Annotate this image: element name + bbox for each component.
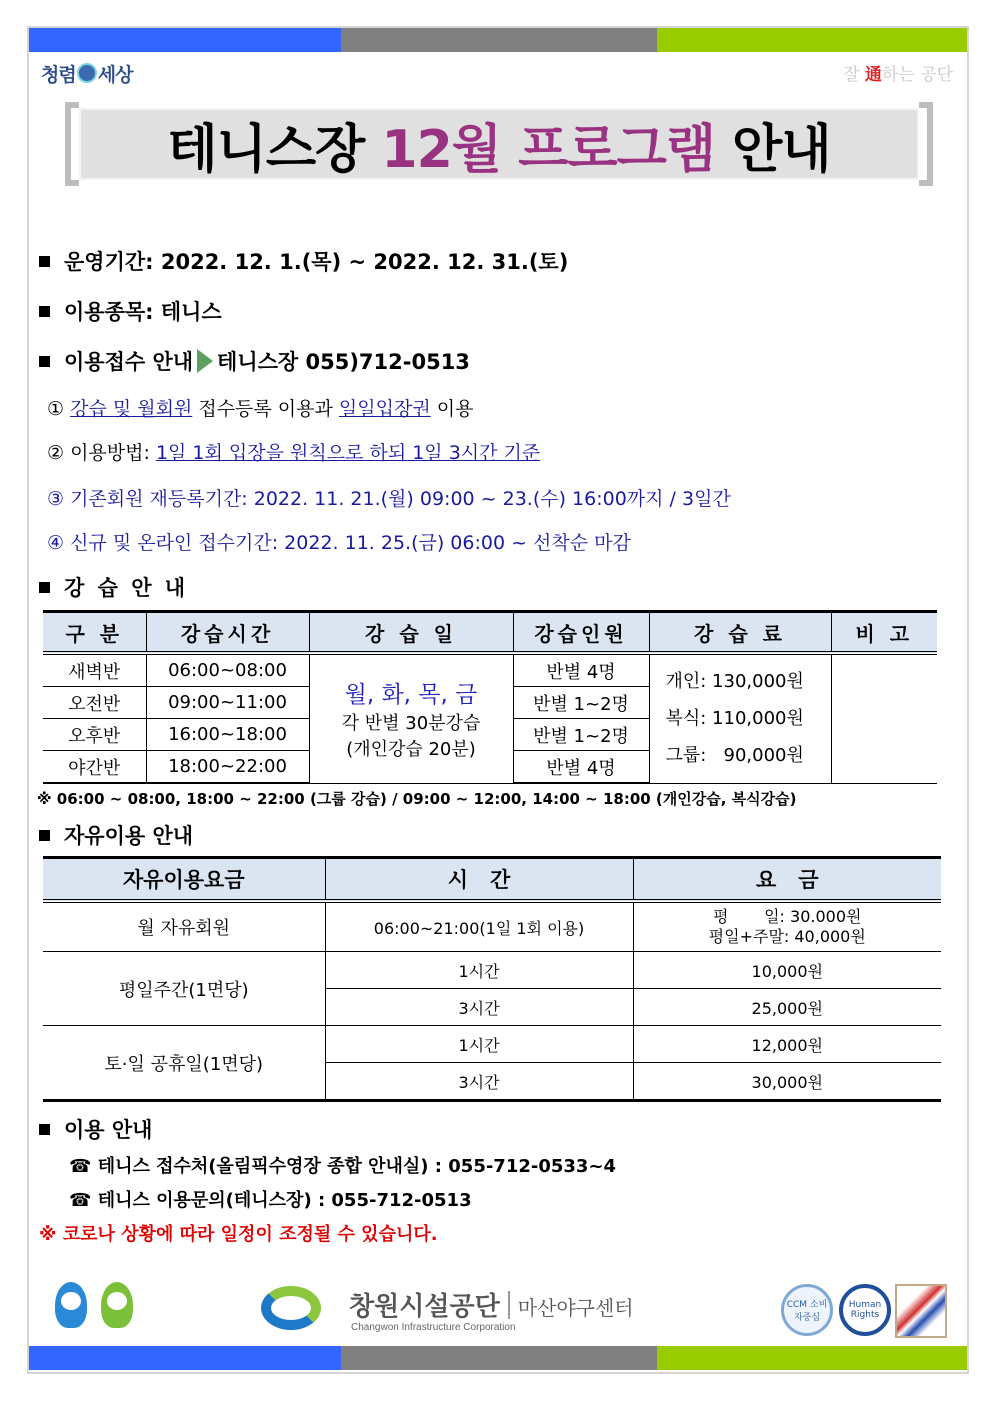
globe-icon <box>77 63 97 83</box>
col-class: 구 분 <box>43 612 146 654</box>
table-row: 3시간 30,000원 <box>43 1063 941 1101</box>
corp-name-en: Changwon Infrastructure Corporation <box>351 1322 516 1333</box>
slogan-logo: 잘 通하는 공단 <box>843 65 953 85</box>
free-use-heading: 자유이용 안내 <box>39 820 193 850</box>
title-banner <box>65 102 933 186</box>
square-bullet-icon <box>39 582 50 593</box>
lesson-table <box>43 610 937 784</box>
contact-inquiry: ☎ 테니스 이용문의(테니스장) : 055-712-0513 <box>69 1190 472 1211</box>
integrity-logo: 청렴 세상 <box>41 64 133 86</box>
square-bullet-icon <box>39 356 50 367</box>
info-item-3: ③ 기존회원 재등록기간: 2022. 11. 21.(월) 09:00 ~ 23.(수) 16:00까지 / 3일간 <box>47 488 731 510</box>
remark-cell <box>831 653 937 783</box>
free-use-table <box>43 856 941 1102</box>
square-bullet-icon <box>39 1124 50 1135</box>
col-free-price: 요 금 <box>633 858 941 902</box>
table-row: 새벽반 06:00~08:00 월, 화, 목, 금 각 반별 30분강습 (개인강습 20분) 반별 4명 개인: 130,000원 복식: 110,000원 그룹: 90,000원 <box>43 653 937 687</box>
operating-period: 운영기간: 2022. 12. 1.(목) ~ 2022. 12. 31.(토) <box>39 246 568 276</box>
table-row: 오후반 16:00~18:00 반별 1~2명 <box>43 719 937 751</box>
col-days: 강 습 일 <box>309 612 513 654</box>
reception-info: 이용접수 안내 테니스장 055)712-0513 <box>39 346 470 376</box>
square-bullet-icon <box>39 256 50 267</box>
notice-page <box>27 26 969 1374</box>
square-bullet-icon <box>39 830 50 841</box>
col-remark: 비 고 <box>831 612 937 654</box>
ccm-badge-icon: CCM 소비자중심 <box>781 1284 833 1336</box>
col-time: 강습시간 <box>146 612 309 654</box>
info-item-2: ② 이용방법: 1일 1회 입장을 원칙으로 하되 1일 3시간 기준 <box>47 442 541 464</box>
arrow-right-icon <box>197 349 213 373</box>
page-title: 테니스장 12월 프로그램 안내 <box>167 119 831 180</box>
table-row: 3시간 25,000원 <box>43 989 941 1026</box>
info-item-4: ④ 신규 및 온라인 접수기간: 2022. 11. 25.(금) 06:00 ~ 선착순 마감 <box>47 532 631 554</box>
covid-warning: ※ 코로나 상황에 따라 일정이 조정될 수 있습니다. <box>39 1224 438 1245</box>
lesson-footnote: ※ 06:00 ~ 08:00, 18:00 ~ 22:00 (그룹 강습) / 09:00 ~ 12:00, 14:00 ~ 18:00 (개인강습, 복식강습) <box>37 790 797 808</box>
square-bullet-icon <box>39 306 50 317</box>
daily-ticket-link[interactable]: 일일입장권 <box>338 398 431 420</box>
bottom-color-bar <box>29 1346 967 1370</box>
human-rights-badge-icon: Human Rights <box>839 1284 891 1336</box>
footer <box>29 1276 967 1342</box>
contact-heading: 이용 안내 <box>39 1114 152 1144</box>
corp-name: 창원시설공단 마산야구센터 <box>349 1292 634 1322</box>
col-free-time: 시 간 <box>325 858 633 902</box>
lesson-fee-cell: 개인: 130,000원 복식: 110,000원 그룹: 90,000원 <box>649 653 831 783</box>
sport-type: 이용종목: 테니스 <box>39 296 222 326</box>
top-color-bar <box>29 28 967 52</box>
table-row: 평일주간(1면당) 1시간 10,000원 <box>43 952 941 989</box>
lesson-days-cell: 월, 화, 목, 금 각 반별 30분강습 (개인강습 20분) <box>309 653 513 783</box>
mascot-green-icon <box>101 1282 133 1328</box>
col-capacity: 강습인원 <box>513 612 649 654</box>
certification-badge-icon <box>895 1284 947 1338</box>
usage-method-link[interactable]: 1일 1회 입장을 원칙으로 하되 1일 3시간 기준 <box>155 442 541 464</box>
table-row: 토·일 공휴일(1면당) 1시간 12,000원 <box>43 1026 941 1063</box>
contact-reception: ☎ 테니스 접수처(올림픽수영장 종합 안내실) : 055-712-0533~4 <box>69 1156 617 1177</box>
left-bracket <box>65 102 79 186</box>
info-item-1: ① 강습 및 월회원 접수등록 이용과 일일입장권 이용 <box>47 398 474 420</box>
col-fee: 강 습 료 <box>649 612 831 654</box>
table-row: 오전반 09:00~11:00 반별 1~2명 <box>43 687 937 719</box>
corp-logo-icon <box>261 1286 321 1330</box>
lesson-heading: 강 습 안 내 <box>39 572 188 602</box>
table-row: 월 자유회원 06:00~21:00(1일 1회 이용) 평 일: 30.000원 평일+주말: 40,000원 <box>43 901 941 952</box>
table-row: 야간반 18:00~22:00 반별 4명 <box>43 751 937 784</box>
col-free-fee: 자유이용요금 <box>43 858 325 902</box>
right-bracket <box>919 102 933 186</box>
mascot-blue-icon <box>55 1282 87 1328</box>
lesson-monthly-link[interactable]: 강습 및 월회원 <box>70 398 193 420</box>
